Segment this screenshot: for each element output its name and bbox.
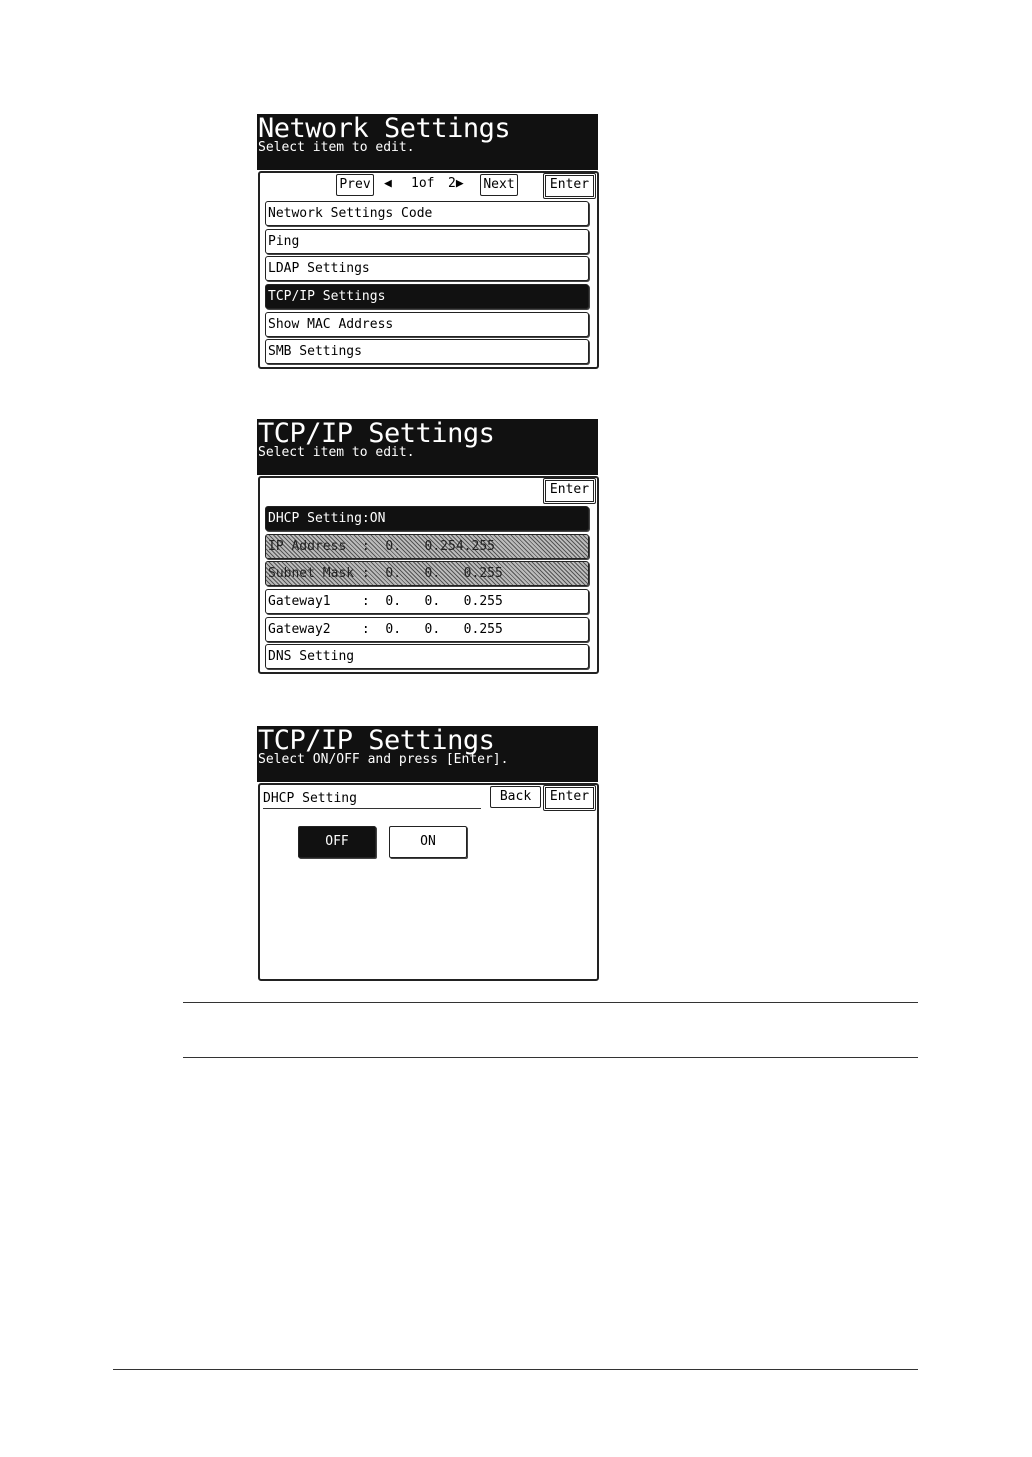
screen-title: TCP/IP Settings	[258, 418, 495, 449]
screen-header	[257, 114, 598, 170]
enter-button[interactable]: Enter	[543, 478, 596, 504]
enter-button[interactable]: Enter	[543, 173, 596, 199]
footer-divider	[113, 1369, 918, 1370]
screen-title: Network Settings	[258, 113, 511, 144]
screen-subtitle: Select item to edit.	[258, 445, 415, 460]
next-button[interactable]: Next	[480, 174, 518, 196]
dhcp-setting-row[interactable]: DHCP Setting:ON	[265, 506, 589, 531]
subnet-mask-row: Subnet Mask : 0. 0. 0.255	[265, 561, 589, 586]
prev-button[interactable]: Prev	[336, 174, 374, 196]
list-item[interactable]: Network Settings Code	[265, 201, 589, 226]
list-item[interactable]: Ping	[265, 229, 589, 254]
list-item[interactable]: Show MAC Address	[265, 312, 589, 337]
gateway1-row[interactable]: Gateway1 : 0. 0. 0.255	[265, 589, 589, 614]
page-indicator: 1of	[411, 176, 435, 191]
screen-body	[258, 171, 599, 369]
list-item-selected[interactable]: TCP/IP Settings	[265, 284, 589, 309]
list-item[interactable]: SMB Settings	[265, 339, 589, 364]
gateway2-row[interactable]: Gateway2 : 0. 0. 0.255	[265, 617, 589, 642]
divider	[183, 1002, 918, 1003]
on-option-button[interactable]: ON	[389, 826, 467, 858]
screen-body	[258, 476, 599, 674]
off-option-button[interactable]: OFF	[298, 826, 376, 858]
enter-button[interactable]: Enter	[543, 785, 596, 811]
screen-title: TCP/IP Settings	[258, 725, 495, 756]
divider	[183, 1057, 918, 1058]
back-button[interactable]: Back	[490, 786, 541, 808]
list-item[interactable]: LDAP Settings	[265, 256, 589, 281]
field-label: DHCP Setting	[263, 790, 481, 809]
network-settings-screen	[257, 114, 598, 370]
page-total: 2▶	[448, 176, 464, 191]
screen-body	[258, 783, 599, 981]
left-arrow-icon: ◀	[384, 176, 392, 191]
tcpip-settings-screen	[257, 419, 598, 675]
screen-subtitle: Select item to edit.	[258, 140, 415, 155]
screen-header	[257, 726, 598, 782]
ip-address-row: IP Address : 0. 0.254.255	[265, 534, 589, 559]
dns-setting-row[interactable]: DNS Setting	[265, 644, 589, 669]
screen-subtitle: Select ON/OFF and press [Enter].	[258, 752, 509, 767]
dhcp-setting-screen	[257, 726, 598, 982]
screen-header	[257, 419, 598, 475]
